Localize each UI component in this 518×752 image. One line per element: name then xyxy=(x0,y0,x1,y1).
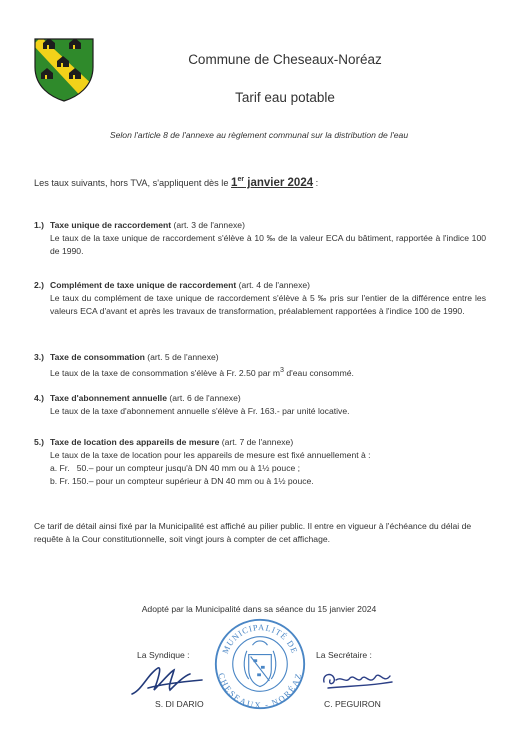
left-signatory-role: La Syndique : xyxy=(137,650,190,660)
seal-top-text: MUNICIPALITÉ DE xyxy=(219,622,301,656)
left-signatory-name: S. DI DARIO xyxy=(155,699,204,709)
item-line-b: b. Fr. 150.– pour un compteur supérieur à DN 40 mm ou à 1½ pouce. xyxy=(50,476,314,486)
item-text: Le taux du complément de taxe unique de raccordement s'élève à 5 ‰ pris sur l'entier de la différence entre les valeurs ECA d'avant et après les travaux de transformation, préalablement rapportées à l'indice 100 de 1990. xyxy=(50,293,486,316)
item-text: Le taux de la taxe unique de raccordement s'élève à 10 ‰ de la valeur ECA du bâtiment, rapportée à l'indice 100 de 1990. xyxy=(50,233,486,256)
municipal-seal-icon xyxy=(213,617,307,711)
item-number: 1.) xyxy=(34,220,45,230)
item-text-main: Le taux de la taxe de consommation s'élève à Fr. 2.50 par m xyxy=(50,367,280,378)
item-heading: Taxe de consommation xyxy=(50,352,145,362)
right-signature-icon xyxy=(318,664,396,694)
seal-bottom-text: CHESEAUX - NORÉAZ xyxy=(216,671,304,711)
effective-day-suffix: er xyxy=(237,176,245,183)
item-number: 4.) xyxy=(34,393,45,403)
right-signatory-name: C. PEGUIRON xyxy=(324,699,381,709)
commune-name: Commune de Cheseaux-Noréaz xyxy=(188,52,382,67)
left-signature-icon xyxy=(128,660,208,700)
item-text xyxy=(50,364,486,380)
document-subtitle: Selon l'article 8 de l'annexe au règlement communal sur la distribution de l'eau xyxy=(109,130,409,140)
item-reference: (art. 6 de l'annexe) xyxy=(166,393,241,403)
item-number: 2.) xyxy=(34,280,45,290)
item-line-a: a. Fr. 50.– pour un compteur jusqu'à DN 40 mm ou à 1½ pouce ; xyxy=(50,463,301,473)
item-reference: (art. 4 de l'annexe) xyxy=(236,280,311,290)
item-text: Le taux de la taxe de location pour les appareils de mesure est fixé annuellement à : xyxy=(50,450,371,460)
effective-date xyxy=(231,177,313,189)
item-text-end: d'eau consommé. xyxy=(283,367,354,378)
item-heading: Complément de taxe unique de raccordement xyxy=(50,280,237,290)
adoption-line: Adopté par la Municipalité dans sa séance du 15 janvier 2024 xyxy=(141,604,377,614)
item-reference: (art. 3 de l'annexe) xyxy=(171,220,245,230)
item-reference: (art. 7 de l'annexe) xyxy=(219,437,294,447)
closing-paragraph: Ce tarif de détail ainsi fixé par la Municipalité est affiché au pilier public. Il entre en vigueur à l'échéance du délai de requête à la Cour constitutionnelle, soit vingt jours à compter de cet affichage. xyxy=(34,521,472,544)
svg-text:MUNICIPALITÉ DE xyxy=(220,622,300,655)
item-heading: Taxe d'abonnement annuelle xyxy=(50,393,167,403)
item-number: 3.) xyxy=(34,352,45,362)
intro-text: Les taux suivants, hors TVA, s'appliquent dès le xyxy=(34,177,229,188)
item-heading: Taxe unique de raccordement xyxy=(50,220,172,230)
effective-day: 1 xyxy=(231,176,238,189)
document-title: Tarif eau potable xyxy=(235,90,335,105)
item-text-exponent: 3 xyxy=(279,366,284,374)
coat-of-arms-icon xyxy=(33,37,95,103)
intro-colon: : xyxy=(313,177,319,188)
item-reference: (art. 5 de l'annexe) xyxy=(144,352,219,362)
item-number: 5.) xyxy=(34,437,45,447)
intro-line xyxy=(34,176,318,189)
item-text: Le taux de la taxe d'abonnement annuelle s'élève à Fr. 163.- par unité locative. xyxy=(50,406,350,416)
effective-month-year: janvier 2024 xyxy=(244,176,314,189)
item-heading: Taxe de location des appareils de mesure xyxy=(50,437,220,447)
right-signatory-role: La Secrétaire : xyxy=(316,650,372,660)
